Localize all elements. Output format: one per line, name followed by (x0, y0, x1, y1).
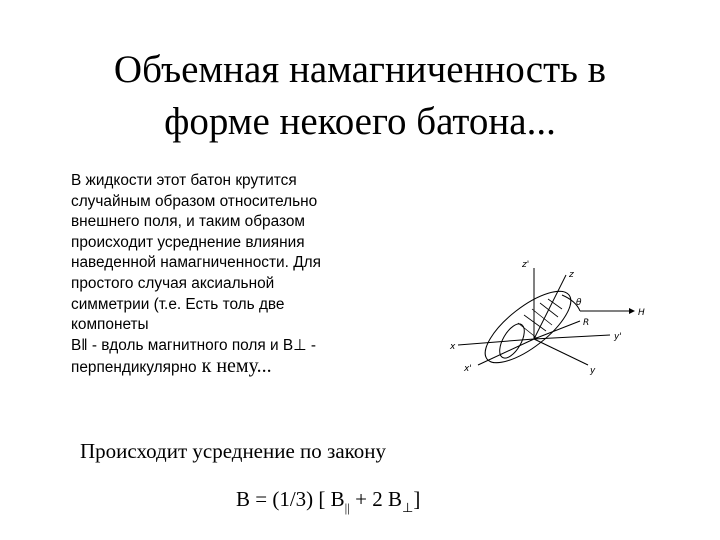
label-x: x (450, 342, 456, 352)
label-y: y (590, 366, 596, 376)
formula-subscript-perp: ⊥ (402, 500, 414, 515)
formula-middle: + 2 B (349, 487, 402, 511)
r-line (534, 321, 580, 339)
text-line: происходит усреднение влияния (71, 233, 305, 251)
label-x-prime: x' (464, 364, 472, 374)
title-line-2: форме некоего батона... (164, 100, 556, 143)
text-line: B‖ - вдоль магнитного поля и B⊥ - (71, 336, 316, 354)
text-line: случайным образом относительно (71, 192, 318, 210)
text-line: простого случая аксиальной (71, 274, 275, 292)
text-line: симметрии (т.е. Есть толь две (71, 295, 285, 313)
label-y-prime: y' (614, 332, 622, 342)
averaging-statement: Происходит усреднение по закону (80, 439, 387, 463)
label-z: z (569, 270, 574, 280)
averaging-formula (236, 484, 420, 523)
text-fragment: перпендикулярно (71, 359, 197, 377)
formula-end: ] (413, 487, 421, 511)
formula-lhs: B = (1/3) [ B (236, 487, 345, 511)
slide-title (60, 44, 660, 148)
text-fragment-serif: к нему... (196, 355, 272, 378)
z-axis (534, 275, 566, 339)
axes-ellipsoid-diagram (438, 253, 650, 383)
text-line: компонеты (71, 316, 149, 334)
title-line-1: Объемная намагниченность в (113, 48, 607, 91)
label-theta: θ (576, 298, 582, 308)
text-line: наведенной намагниченности. Для (71, 254, 321, 272)
formula-subscript-parallel: || (344, 500, 350, 515)
text-line: В жидкости этот батон крутится (71, 172, 297, 189)
description-text (71, 171, 381, 379)
label-z-prime: z' (522, 260, 530, 270)
label-r: R (583, 318, 590, 328)
text-line: внешнего поля, и таким образом (71, 213, 306, 231)
label-h: H (638, 308, 645, 318)
y-axis (534, 339, 588, 365)
text-line-last (71, 356, 381, 379)
